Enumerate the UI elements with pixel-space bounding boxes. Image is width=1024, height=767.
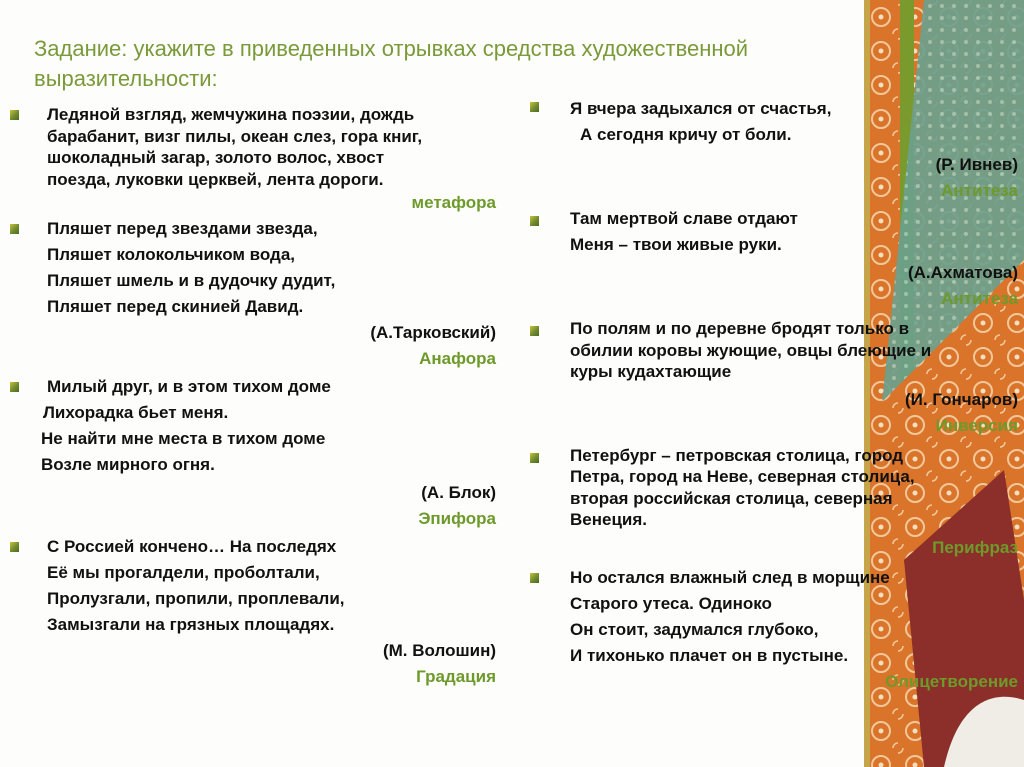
author-label: (А. Блок)	[421, 483, 496, 502]
text-line: Пролузгали, пропили, проплевали,	[47, 589, 345, 608]
left-column	[10, 96, 496, 690]
text-line: Венеция.	[570, 510, 647, 529]
text-line: Петербург – петровская столица, город	[570, 445, 904, 465]
text-line: Не найти мне места в тихом доме	[41, 429, 326, 448]
answer-label: Перифраз	[932, 537, 1018, 557]
bullet-icon	[530, 326, 539, 336]
text-line: Я вчера задыхался от счастья,	[570, 99, 832, 118]
text-line: С Россией кончено… На последях	[47, 537, 337, 556]
example-item	[530, 445, 1018, 561]
text-line: Меня – твои живые руки.	[570, 235, 782, 254]
text-line: Её мы прогалдели, проболтали,	[47, 563, 320, 582]
answer-label: Эпифора	[418, 509, 496, 528]
example-item	[10, 216, 496, 372]
text-line: куры кудахтающие	[570, 362, 732, 381]
author-label: (Р. Ивнев)	[935, 155, 1018, 174]
text-line: Петра, город на Неве, северная столица,	[570, 467, 915, 486]
text-line: вторая российская столица, северная	[570, 488, 893, 508]
example-item	[10, 372, 496, 532]
right-column	[530, 96, 1018, 695]
text-line: Пляшет перед скинией Давид.	[47, 297, 304, 316]
bullet-icon	[10, 382, 19, 392]
example-item	[10, 96, 496, 216]
example-item	[530, 565, 1018, 695]
text-line: обилии коровы жующие, овцы блеющие и	[570, 340, 932, 360]
text-line: Пляшет перед звездами звезда,	[47, 219, 318, 238]
text-line: Ледяной взгляд, жемчужина поэзии, дождь	[47, 105, 415, 124]
bullet-icon	[530, 573, 539, 583]
example-item	[10, 532, 496, 690]
bullet-icon	[10, 542, 19, 552]
answer-label: Олицетворение	[885, 671, 1018, 691]
answer-label: Антитеза	[941, 181, 1018, 200]
text-line: поезда, луковки церквей, лента дороги.	[47, 169, 384, 189]
answer-label: Градация	[416, 667, 496, 686]
text-line: барабанит, визг пилы, океан слез, гора книг,	[47, 126, 423, 146]
bullet-icon	[10, 224, 19, 234]
text-line: По полям и по деревне бродят только в	[570, 319, 910, 338]
text-line: А сегодня кричу от боли.	[580, 125, 792, 144]
bullet-icon	[530, 216, 539, 226]
text-line: Старого утеса. Одиноко	[570, 593, 772, 613]
answer-label: Антитеза	[941, 289, 1018, 308]
text-line: Замызгали на грязных площадях.	[47, 615, 335, 634]
text-line: шоколадный загар, золото волос, хвост	[47, 148, 385, 167]
example-item	[530, 206, 1018, 312]
example-item	[530, 96, 1018, 204]
author-label: (А.Ахматова)	[907, 263, 1018, 282]
author-label: (И. Гончаров)	[905, 389, 1018, 409]
text-line: Возле мирного огня.	[41, 455, 215, 474]
text-line: Там мертвой славе отдают	[570, 209, 798, 228]
bullet-icon	[10, 110, 19, 120]
slide-title: Задание: укажите в приведенных отрывках средства художественной выразительности:	[34, 36, 749, 91]
text-line: Милый друг, и в этом тихом доме	[47, 377, 331, 396]
text-line: Лихорадка бьет меня.	[43, 403, 229, 422]
text-line: Пляшет шмель и в дудочку дудит,	[47, 271, 336, 290]
bullet-icon	[530, 453, 539, 463]
text-line: Но остался влажный след в морщине	[570, 567, 890, 587]
author-label: (А.Тарковский)	[370, 323, 496, 342]
author-label: (М. Волошин)	[382, 641, 496, 660]
answer-label: Инверсия	[935, 415, 1018, 435]
text-line: Он стоит, задумался глубоко,	[570, 619, 819, 639]
bullet-icon	[530, 102, 539, 112]
text-line: Пляшет колокольчиком вода,	[47, 245, 296, 264]
text-line: И тихонько плачет он в пустыне.	[570, 645, 849, 665]
answer-label: метафора	[411, 193, 496, 212]
answer-label: Анафора	[419, 349, 496, 368]
example-item	[530, 318, 1018, 439]
